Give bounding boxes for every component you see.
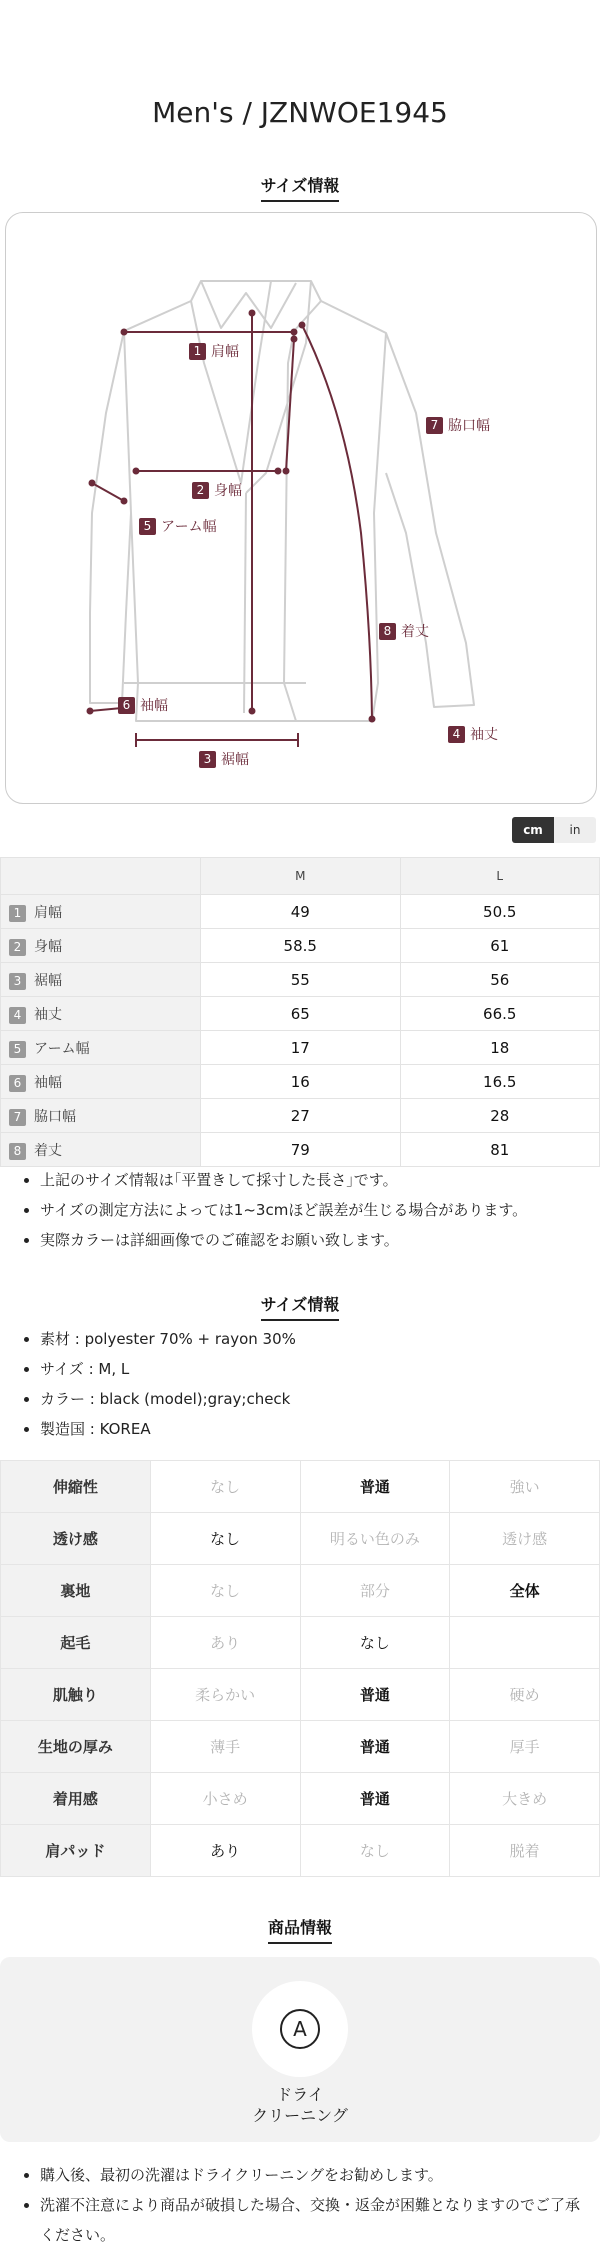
care-instructions-box bbox=[0, 1957, 600, 2142]
list-item: • 購入後、最初の洗濯はドライクリーニングをお勧めします。 bbox=[40, 2160, 590, 2190]
measure-label-chest: 2 身幅 bbox=[192, 480, 242, 500]
size-info-heading: サイズ情報 bbox=[0, 173, 600, 202]
dry-clean-icon: A bbox=[252, 1981, 348, 2077]
table-row: 裏地 なし 部分 全体 bbox=[1, 1565, 600, 1617]
measure-label-cuff: 6 袖幅 bbox=[118, 695, 168, 715]
list-item: • サイズ : M, L bbox=[40, 1354, 590, 1384]
measure-label-hem: 3 裾幅 bbox=[199, 749, 249, 769]
measure-label-arm: 5 アーム幅 bbox=[139, 516, 217, 536]
measure-label-shoulder: 1 肩幅 bbox=[189, 341, 239, 361]
table-row: 透け感 なし 明るい色のみ 透け感 bbox=[1, 1513, 600, 1565]
table-row: 6 袖幅 16 16.5 bbox=[1, 1065, 600, 1099]
material-list bbox=[14, 1324, 590, 1444]
unit-toggle[interactable] bbox=[512, 817, 596, 843]
size-notes-list bbox=[14, 1165, 590, 1255]
table-row: 4 袖丈 65 66.5 bbox=[1, 997, 600, 1031]
unit-cm-button[interactable]: cm bbox=[512, 817, 554, 843]
table-row: 肩パッド あり なし 脱着 bbox=[1, 1825, 600, 1877]
list-item: • 上記のサイズ情報は｢平置きして採寸した長さ｣です。 bbox=[40, 1165, 590, 1195]
page-title: Men's / JZNWOE1945 bbox=[152, 96, 448, 129]
table-row: 伸縮性 なし 普通 強い bbox=[1, 1461, 600, 1513]
table-row: 7 脇口幅 27 28 bbox=[1, 1099, 600, 1133]
table-row: 8 着丈 79 81 bbox=[1, 1133, 600, 1167]
table-row: 3 裾幅 55 56 bbox=[1, 963, 600, 997]
size-column-header: L bbox=[400, 858, 600, 895]
size-diagram bbox=[5, 212, 597, 804]
care-label: ドライ クリーニング bbox=[252, 2085, 348, 2125]
list-item: • 実際カラーは詳細画像でのご確認をお願い致します。 bbox=[40, 1225, 590, 1255]
list-item: • カラー : black (model);gray;check bbox=[40, 1384, 590, 1414]
list-item: • 製造国 : KOREA bbox=[40, 1414, 590, 1444]
table-row: 5 アーム幅 17 18 bbox=[1, 1031, 600, 1065]
unit-in-button[interactable]: in bbox=[554, 817, 596, 843]
measure-label-sleeve-length: 4 袖丈 bbox=[448, 724, 498, 744]
size-table bbox=[0, 857, 600, 1167]
list-item: • 素材 : polyester 70% + rayon 30% bbox=[40, 1324, 590, 1354]
material-heading: サイズ情報 bbox=[0, 1292, 600, 1321]
table-row: 着用感 小さめ 普通 大きめ bbox=[1, 1773, 600, 1825]
size-table-corner bbox=[1, 858, 201, 895]
table-row: 起毛 あり なし bbox=[1, 1617, 600, 1669]
list-item: • サイズの測定方法によっては1~3cmほど誤差が生じる場合があります。 bbox=[40, 1195, 590, 1225]
table-row: 1 肩幅 49 50.5 bbox=[1, 895, 600, 929]
fabric-attributes-table bbox=[0, 1460, 600, 1877]
care-notes-list bbox=[14, 2160, 590, 2250]
product-info-heading: 商品情報 bbox=[0, 1915, 600, 1944]
table-row: 2 身幅 58.5 61 bbox=[1, 929, 600, 963]
measure-label-length: 8 着丈 bbox=[379, 621, 429, 641]
table-row: 生地の厚み 薄手 普通 厚手 bbox=[1, 1721, 600, 1773]
size-column-header: M bbox=[201, 858, 401, 895]
list-item: • 洗濯不注意により商品が破損した場合、交換・返金が困難となりますのでご了承ください。 bbox=[40, 2190, 590, 2250]
size-table-header bbox=[1, 858, 600, 895]
jacket-illustration bbox=[6, 213, 596, 803]
table-row: 肌触り 柔らかい 普通 硬め bbox=[1, 1669, 600, 1721]
measure-label-side: 7 脇口幅 bbox=[426, 415, 490, 435]
